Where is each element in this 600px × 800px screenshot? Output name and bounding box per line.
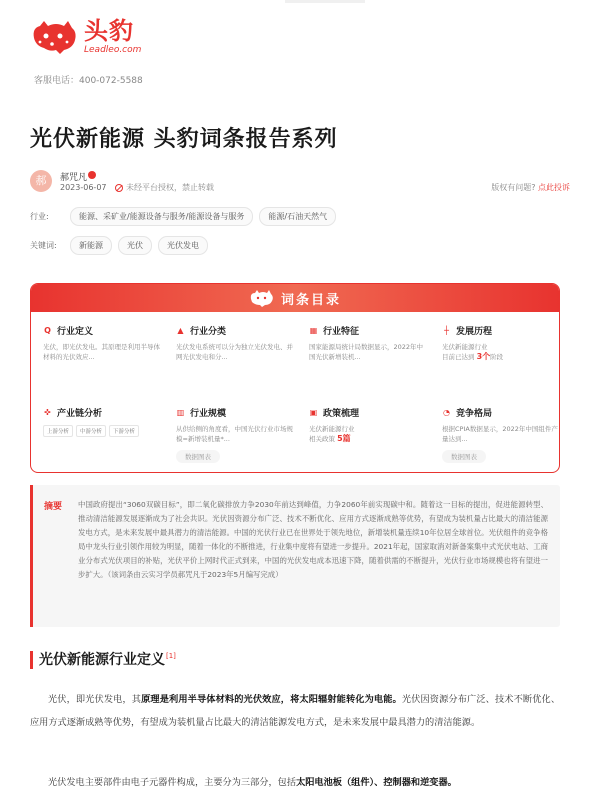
author-name[interactable]: 郝咒凡 bbox=[60, 173, 88, 183]
catalog-item-competition[interactable] bbox=[442, 406, 560, 463]
para-bold: 原理是利用半导体材料的光伏效应，将太阳辐射能转化为电能。 bbox=[141, 694, 402, 705]
industry-tag[interactable]: 能源、采矿业/能源设备与服务/能源设备与服务 bbox=[70, 207, 253, 226]
catalog-item-classification[interactable] bbox=[176, 324, 296, 362]
para-text: 光伏，即光伏发电，其 bbox=[48, 694, 142, 705]
definition-icon: Q bbox=[44, 326, 51, 335]
brand-name: 头豹 bbox=[84, 17, 134, 45]
catalog-item-desc bbox=[309, 424, 429, 444]
author-row bbox=[30, 170, 570, 196]
industry-tag[interactable]: 能源/石油天然气 bbox=[259, 207, 336, 226]
section-accent-bar bbox=[30, 651, 33, 669]
catalog-item-desc: 根据CPIA数据显示，2022年中国组件产量达到... bbox=[442, 425, 558, 443]
catalog-panel bbox=[30, 283, 560, 473]
para-bold: 太阳电池板（组件）、控制器和逆变器。 bbox=[296, 777, 457, 788]
abstract-text: 中国政府提出“3060双碳目标”，即二氧化碳排放力争2030年前达到峰值，力争2060年前实现碳中和。随着这一目标的提出，促进能源转型、推动清洁能源发展逐渐成为了社会共识。光伏因资源分布广泛、技术不断优化、应用方式逐渐成熟等优势，有望成为装机量占比最大的清洁能源发电方式，是未来发展中最具潜力的清洁能源。中国的光伏行业已在世界处于领先地位，新增装机量连续10年位居全球首位。光伏组件的竞争格局中龙头行业引领作用较为明显，随着一体化的不断推进，行业集中度将有望进一步提升。2021年起，国家取消对新备案集中式光伏电站、工商业分布式光伏项目的补贴，光伏平价上网时代正式到来，中国的光伏发电成本迅速下降，随着供需的不断提升，光伏行业市场规模也将有望进一步扩大。（该词条由云实习学员郝咒凡于2023年5月编写完成） bbox=[78, 500, 548, 579]
catalog-item-policy[interactable] bbox=[309, 406, 429, 444]
catalog-item-title: 政策梳理 bbox=[323, 409, 360, 419]
components-paragraph bbox=[30, 771, 560, 794]
definition-paragraph bbox=[30, 688, 560, 734]
leopard-head-icon bbox=[249, 289, 275, 307]
industry-label: 行业: bbox=[30, 212, 49, 221]
catalog-item-title: 发展历程 bbox=[456, 327, 493, 337]
brand-domain: Leadleo.com bbox=[84, 45, 142, 55]
catalog-item-title: 竞争格局 bbox=[456, 409, 493, 419]
catalog-item-title: 行业分类 bbox=[190, 327, 227, 337]
desc-line1: 光伏新能源行业 bbox=[442, 343, 488, 351]
catalog-item-desc bbox=[442, 342, 560, 362]
desc-highlight: 5篇 bbox=[337, 434, 351, 443]
hotline: 客服电话：400-072-5588 bbox=[34, 76, 143, 86]
catalog-item-history[interactable] bbox=[442, 324, 560, 362]
catalog-item-definition[interactable] bbox=[43, 324, 163, 362]
rights-text: 未经平台授权，禁止转载 bbox=[126, 183, 214, 192]
downstream-tag[interactable]: 下游分析 bbox=[109, 425, 139, 437]
catalog-item-desc: 国家能源局统计局数据显示，2022年中国光伏新增装机... bbox=[309, 343, 424, 361]
chain-icon: ✜ bbox=[44, 408, 51, 417]
industry-row bbox=[30, 207, 342, 226]
abstract-label: 摘要 bbox=[44, 502, 63, 512]
scale-icon: ▥ bbox=[176, 408, 185, 417]
catalog-item-title: 产业链分析 bbox=[57, 409, 103, 419]
catalog-item-desc: 从供给侧的角度看，中国光伏行业市场规模=新增装机量*... bbox=[176, 425, 293, 443]
author-badge-icon bbox=[88, 171, 96, 179]
keyword-tag[interactable]: 新能源 bbox=[70, 236, 112, 255]
catalog-grid bbox=[31, 312, 559, 473]
brand-logo[interactable] bbox=[30, 18, 141, 56]
leopard-logo-icon bbox=[30, 18, 78, 56]
abstract-box bbox=[30, 485, 560, 627]
catalog-title: 词条目录 bbox=[280, 292, 341, 308]
keyword-row bbox=[30, 236, 214, 255]
para-text: 光伏发电主要部件由电子元器件构成，主要分为三部分，包括 bbox=[48, 777, 297, 788]
report-link[interactable]: 点此投诉 bbox=[538, 183, 570, 192]
keyword-tag[interactable]: 光伏发电 bbox=[158, 236, 208, 255]
features-icon: ▦ bbox=[309, 326, 318, 335]
classification-icon: ▲ bbox=[177, 326, 184, 335]
keyword-tag[interactable]: 光伏 bbox=[118, 236, 152, 255]
catalog-item-desc: 光伏发电系统可以分为独立光伏发电、并网光伏发电和分... bbox=[176, 343, 293, 361]
ban-icon bbox=[115, 184, 123, 192]
header bbox=[30, 18, 570, 88]
catalog-item-desc: 光伏，即光伏发电。其原理是利用半导体材料的光伏效应... bbox=[43, 343, 160, 361]
section-heading bbox=[30, 651, 176, 669]
midstream-tag[interactable]: 中游分析 bbox=[76, 425, 106, 437]
desc-line2: 相关政策 bbox=[309, 435, 335, 443]
catalog-item-features[interactable] bbox=[309, 324, 429, 362]
abstract-accent-bar bbox=[30, 485, 33, 627]
data-chart-button[interactable]: 数据图表 bbox=[176, 450, 220, 463]
competition-icon: ◔ bbox=[443, 408, 450, 417]
catalog-item-chain[interactable] bbox=[43, 406, 163, 437]
desc-line1: 光伏新能源行业 bbox=[309, 425, 355, 433]
catalog-item-title: 行业特征 bbox=[323, 327, 360, 337]
report-prompt: 版权有问题? bbox=[491, 183, 536, 192]
top-strip bbox=[285, 0, 365, 3]
policy-icon: ▣ bbox=[309, 408, 318, 417]
section-title: 光伏新能源行业定义 bbox=[39, 652, 165, 668]
desc-highlight: 3个 bbox=[476, 352, 491, 361]
catalog-item-title: 行业规模 bbox=[190, 409, 227, 419]
catalog-item-title: 行业定义 bbox=[57, 327, 94, 337]
avatar[interactable]: 郝 bbox=[30, 170, 52, 192]
catalog-item-scale[interactable] bbox=[176, 406, 296, 463]
history-icon: ┼ bbox=[444, 326, 449, 335]
upstream-tag[interactable]: 上游分析 bbox=[43, 425, 73, 437]
rights-notice bbox=[115, 182, 214, 193]
catalog-header bbox=[31, 284, 559, 312]
para-text: 光伏因资源分布广泛、技术不断优化、应用方式逐渐成熟等优势，有望成为装机量占比最大的清洁能源发电方式，是未来发展中最具潜力的清洁能源。 bbox=[30, 694, 561, 728]
desc-line2: 目前已达到 bbox=[442, 353, 475, 361]
page-title: 光伏新能源 头豹词条报告系列 bbox=[30, 127, 338, 152]
publish-date: 2023-06-07 bbox=[60, 183, 107, 192]
desc-suffix: 阶段 bbox=[490, 353, 504, 361]
data-chart-button[interactable]: 数据图表 bbox=[442, 450, 486, 463]
citation-link[interactable]: [1] bbox=[166, 652, 176, 660]
copyright-report bbox=[491, 182, 570, 193]
keyword-label: 关键词: bbox=[30, 241, 57, 250]
